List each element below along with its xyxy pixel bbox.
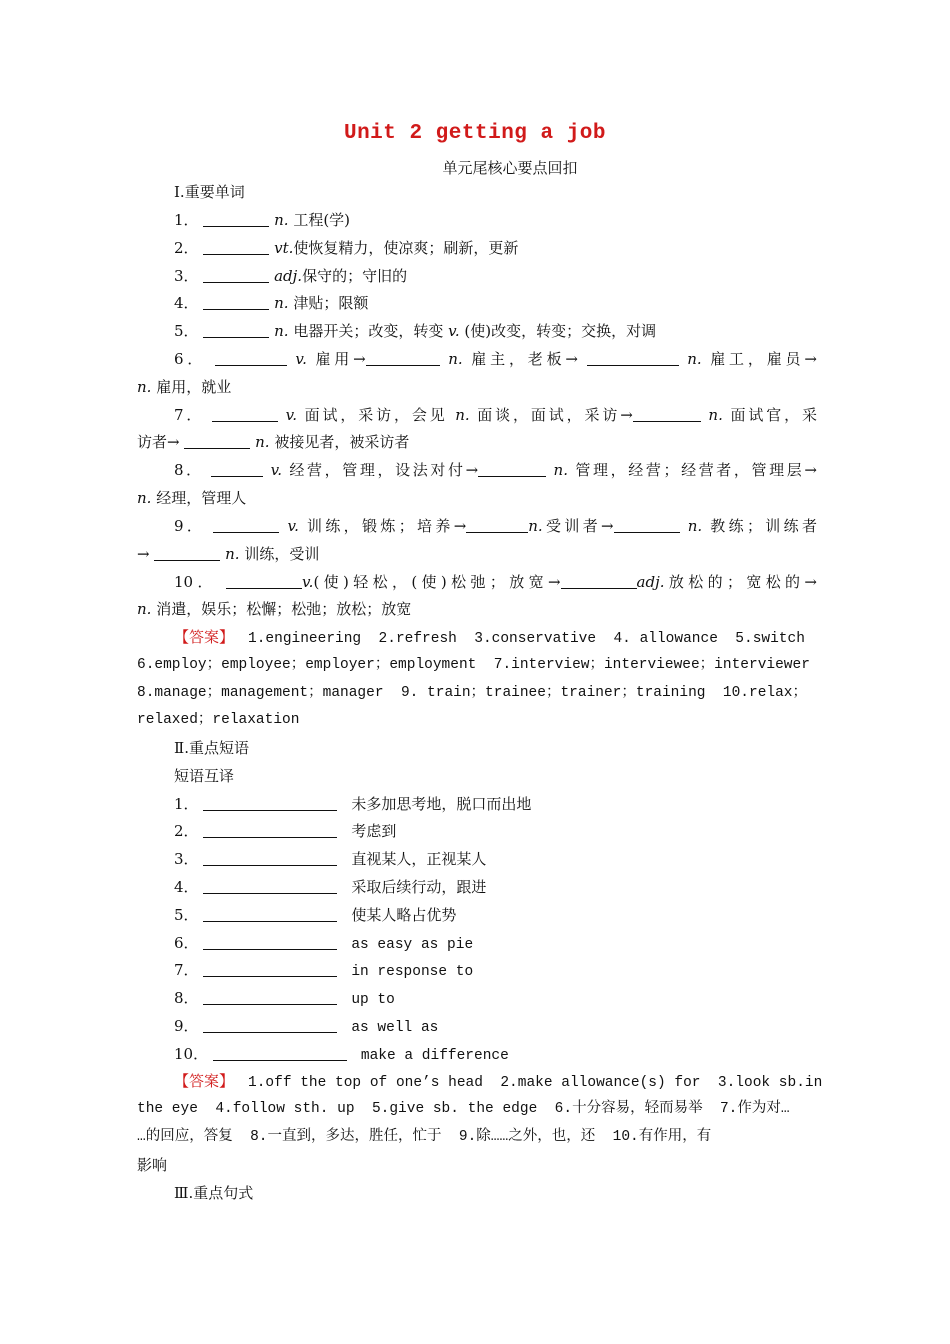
- page-subtitle: 单元尾核心要点回扣: [442, 159, 578, 177]
- answer-line: 8.manage；management；manager 9. train；trainee；trainer；training 10.relax；: [137, 685, 807, 701]
- list-item: 1． n. 工程(学): [174, 211, 351, 229]
- answer-line: the eye 4.follow sth. up 5.give sb. the edge 6.十分容易，轻而易举 7.作为对…: [137, 1101, 790, 1117]
- list-item: 1． 未多加思考地，脱口而出地: [174, 795, 532, 813]
- answer-label: 【答案】: [174, 628, 235, 646]
- list-item-continuation: n. 经理，管理人: [137, 489, 247, 507]
- list-item-continuation: n. 消遣，娱乐；松懈；松弛；放松；放宽: [137, 600, 412, 618]
- list-item-continuation: 访者→ n. 被接见者，被采访者: [137, 433, 410, 451]
- section-heading: Ⅱ.重点短语: [174, 739, 249, 757]
- answer-label: 【答案】: [174, 1072, 235, 1090]
- list-item: 2． vt.使恢复精力，使凉爽；刷新，更新: [174, 239, 519, 257]
- list-item: 5． 使某人略占优势: [174, 906, 457, 924]
- list-item: 10． v.(使)轻松，(使)松弛；放宽→ adj.放松的；宽松的→: [174, 573, 817, 591]
- answer-line: 6.employ；employee；employer；employment 7.interview；interviewee；interviewer: [137, 657, 810, 673]
- list-item: 3． adj.保守的；守旧的: [174, 267, 408, 285]
- answer-line: 【答案】 1.engineering 2.refresh 3.conservative 4. allowance 5.switch: [174, 628, 805, 647]
- list-item: 4． n. 津贴；限额: [174, 294, 369, 312]
- answer-line: relaxed；relaxation: [137, 712, 300, 728]
- answer-line: …的回应，答复 8.一直到，多达，胜任，忙于 9.除……之外，也，还 10.有作用，有: [137, 1129, 712, 1145]
- list-item: 9． as well as: [174, 1017, 439, 1036]
- answer-line: 影响: [137, 1156, 168, 1174]
- list-item: 6． v. 雇用→ n. 雇主，老板→ n. 雇工，雇员→: [174, 350, 817, 368]
- page-title: Unit 2 getting a job: [343, 122, 607, 145]
- list-item: 8． up to: [174, 989, 395, 1008]
- list-item: 2． 考虑到: [174, 822, 397, 840]
- answer-line: 【答案】 1.off the top of one’s head 2.make allowance(s) for 3.look sb.in: [174, 1072, 823, 1091]
- list-item-continuation: n. 雇用，就业: [137, 378, 232, 396]
- list-item: 6． as easy as pie: [174, 934, 474, 953]
- list-item-continuation: → n. 训练，受训: [137, 545, 320, 563]
- list-item: 7． v. 面试，采访，会见 n. 面谈，面试，采访→ n. 面试官，采: [174, 406, 817, 424]
- list-item: 5． n. 电器开关；改变，转变 v. (使)改变，转变；交换，对调: [174, 322, 657, 340]
- list-item: 10． make a difference: [174, 1045, 509, 1064]
- section-subheading: 短语互译: [174, 767, 235, 785]
- section-heading: Ⅰ.重要单词: [174, 183, 245, 201]
- section-heading: Ⅲ.重点句式: [174, 1184, 254, 1202]
- list-item: 9． v. 训练，锻炼；培养→ n.受训者→ n. 教练；训练者: [174, 517, 817, 535]
- list-item: 7． in response to: [174, 961, 474, 980]
- list-item: 3． 直视某人，正视某人: [174, 850, 487, 868]
- list-item: 4． 采取后续行动，跟进: [174, 878, 487, 896]
- list-item: 8． v. 经营，管理，设法对付→ n. 管理，经营；经营者，管理层→: [174, 461, 817, 479]
